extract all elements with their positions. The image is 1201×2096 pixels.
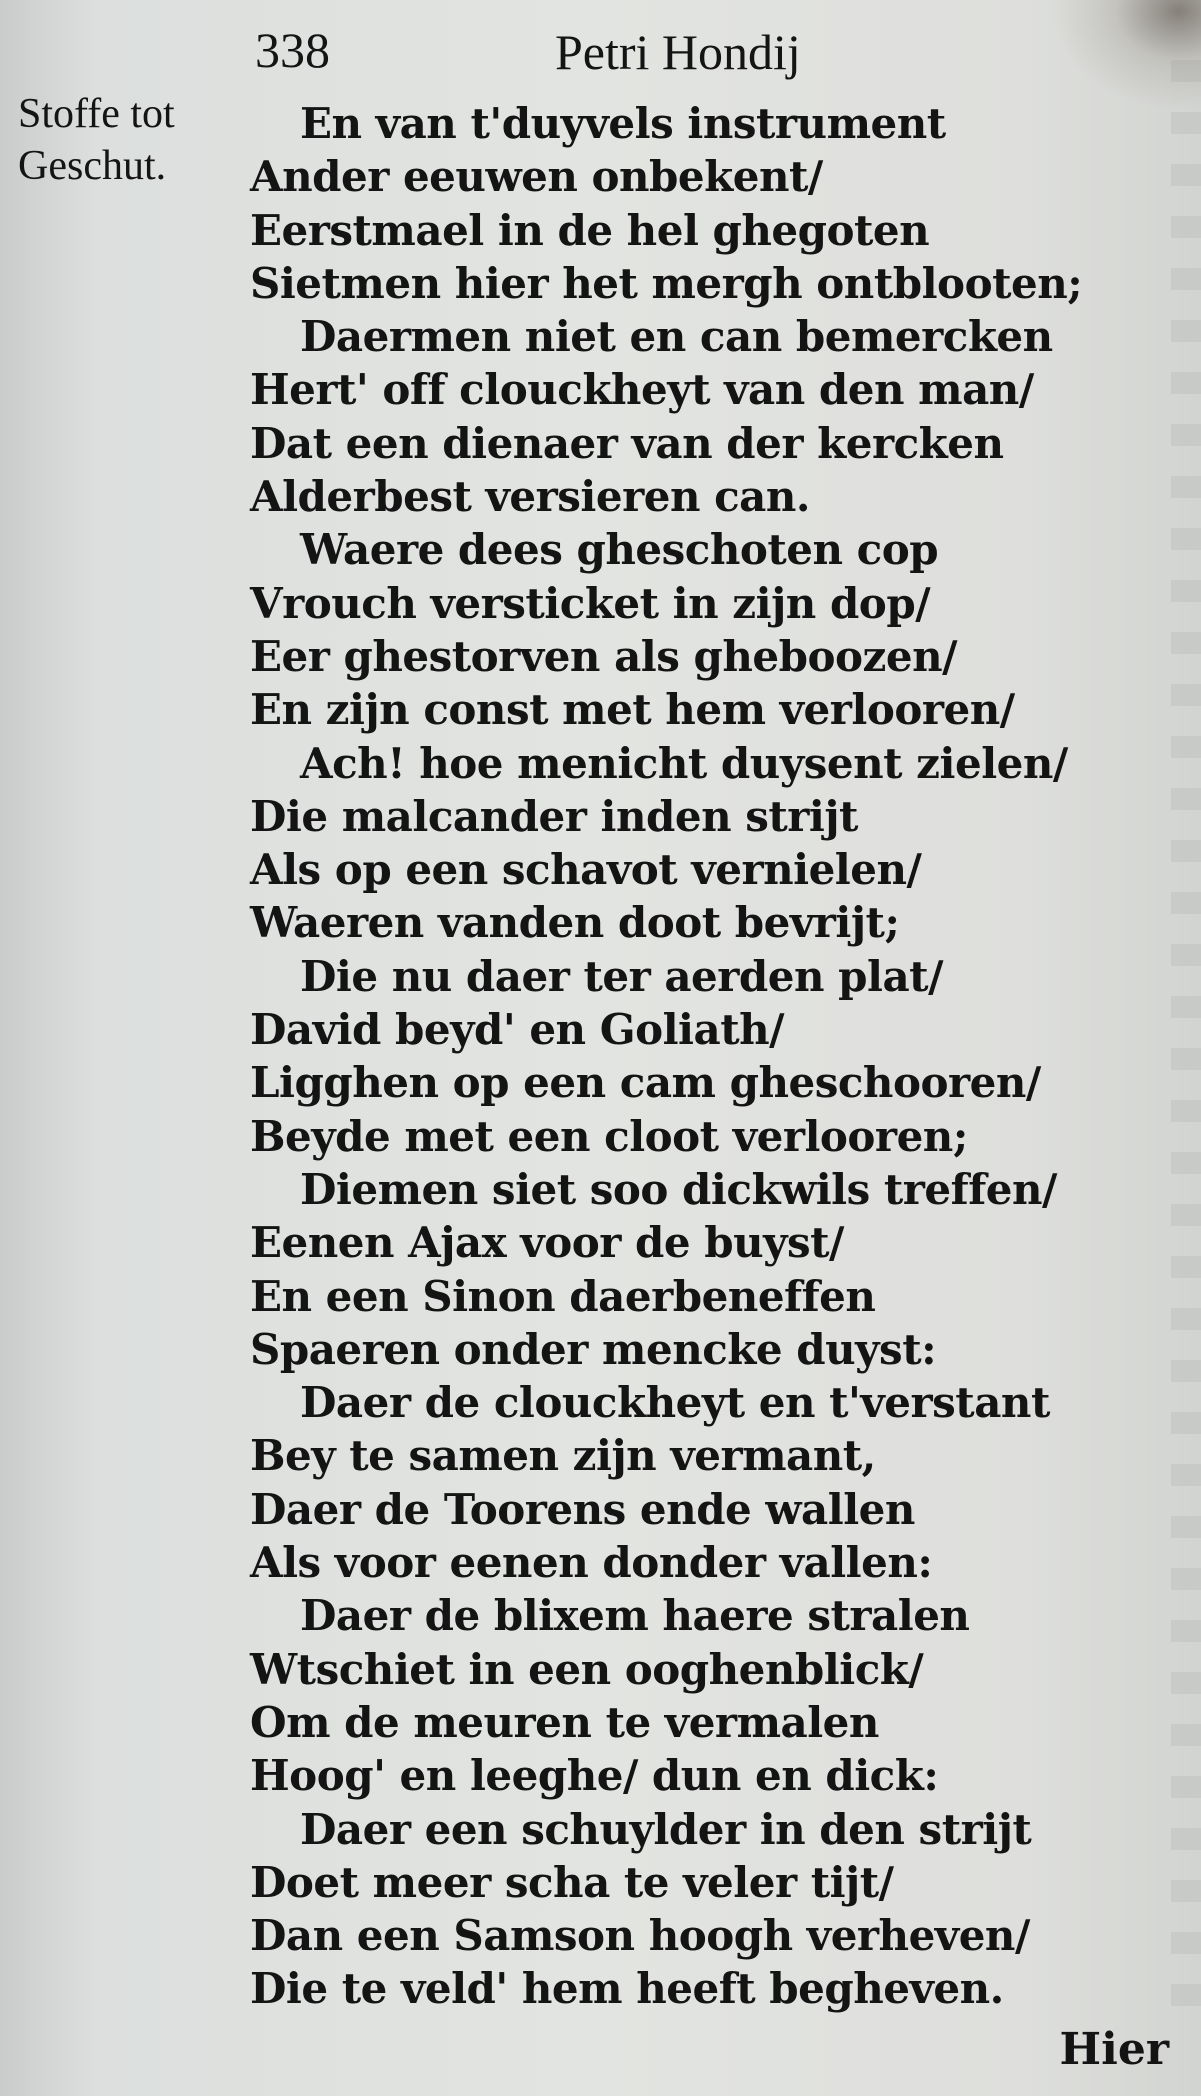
verse-line: Waere dees gheschoten cop <box>300 525 939 575</box>
verse-line: Daer de blixem haere stralen <box>300 1591 970 1641</box>
margin-note-line: Stoffe tot <box>18 91 175 137</box>
verse-line: Eenen Ajax voor de buyst/ <box>250 1218 844 1268</box>
verse-line: En zijn const met hem verlooren/ <box>250 685 1015 735</box>
verse-line: En een Sinon daerbeneffen <box>250 1271 876 1321</box>
page-number: 338 <box>255 22 330 78</box>
verse-line: Daermen niet en can bemercken <box>300 312 1053 362</box>
verse-line: Om de meuren te vermalen <box>250 1697 879 1747</box>
verse-line: Daer de Toorens ende wallen <box>250 1484 915 1534</box>
verse-line: Bey te samen zijn vermant, <box>250 1431 876 1481</box>
verse-line: Doet meer scha te veler tijt/ <box>250 1857 894 1907</box>
facing-page-bleed-through <box>1171 60 1201 2020</box>
verse-line: David beyd' en Goliath/ <box>250 1005 784 1055</box>
verse-line: Daer de clouckheyt en t'verstant <box>300 1378 1050 1428</box>
verse-line: Diemen siet soo dickwils treffen/ <box>300 1164 1057 1214</box>
verse-line: En van t'duyvels instrument <box>300 99 946 148</box>
margin-note-line: Geschut. <box>18 143 167 189</box>
margin-note <box>18 88 248 192</box>
verse-line: Eer ghestorven als gheboozen/ <box>250 631 957 681</box>
verse-line: Dat een dienaer van der kercken <box>250 418 1004 468</box>
verse-line: Ander eeuwen onbekent/ <box>250 152 823 202</box>
catchword: Hier <box>1059 2024 1169 2075</box>
verse-line: Alderbest versieren can. <box>250 472 811 522</box>
verse-line: Hoog' en leeghe/ dun en dick: <box>250 1751 939 1801</box>
verse-line: Die te veld' hem heeft begheven. <box>250 1964 1004 2014</box>
verse-line: Spaeren onder mencke duyst: <box>250 1324 937 1374</box>
verse-line: Sietmen hier het mergh ontblooten; <box>250 258 1083 308</box>
verse-line: Eerstmael in de hel ghegoten <box>250 205 930 255</box>
verse-line: Hert' off clouckheyt van den man/ <box>250 365 1034 415</box>
verse-line: Wtschiet in een ooghenblick/ <box>250 1644 924 1694</box>
verse-body <box>250 97 1150 2016</box>
verse-line: Als op een schavot vernielen/ <box>250 845 922 895</box>
running-head: Petri Hondij <box>555 24 801 80</box>
verse-line: Dan een Samson hoogh verheven/ <box>250 1911 1030 1961</box>
verse-line: Als voor eenen donder vallen: <box>250 1538 933 1588</box>
verse-line: Beyde met een cloot verlooren; <box>250 1111 968 1161</box>
verse-line: Daer een schuylder in den strijt <box>300 1804 1032 1854</box>
verse-line: Waeren vanden doot bevrijt; <box>250 898 900 948</box>
verse-line: Die malcander inden strijt <box>250 791 858 841</box>
corner-stain <box>1051 0 1201 110</box>
verse-line: Ligghen op een cam gheschooren/ <box>250 1058 1041 1108</box>
verse-line: Ach! hoe menicht duysent zielen/ <box>300 738 1068 788</box>
verse-line: Vrouch versticket in zijn dop/ <box>250 578 931 628</box>
verse-line: Die nu daer ter aerden plat/ <box>300 951 943 1001</box>
